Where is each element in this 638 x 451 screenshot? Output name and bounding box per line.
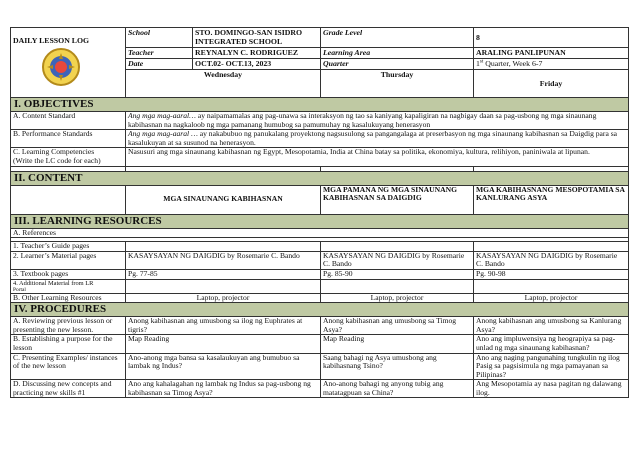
- procedures-heading: IV. PROCEDURES: [11, 303, 629, 317]
- grade-level-value: 8: [474, 28, 629, 48]
- other-resources-friday: Laptop, projector: [474, 293, 629, 303]
- textbook-pages-wednesday: Pg. 77-85: [126, 269, 321, 279]
- performance-standard-text: Ang mga mag-aaral … ay nakabubuo ng panukalang proyektong nagsusulong sa pangangalaga at preserbasyon ng mga sinaunang kabihasnan sa Daigdig para sa kasalukuyan at sa susunod na henerasyon.: [126, 130, 629, 148]
- textbook-pages-label: 3. Textbook pages: [11, 269, 126, 279]
- date-label: Date: [126, 59, 193, 70]
- document-title-cell: [11, 28, 126, 98]
- examples-label: C. Presenting Examples/ instances of the new lesson: [11, 353, 126, 380]
- lesson-log-table: [10, 27, 629, 398]
- objectives-heading: I. OBJECTIVES: [11, 98, 629, 112]
- references-label: A. References: [11, 228, 629, 238]
- performance-standard-label: B. Performance Standards: [11, 130, 126, 148]
- review-thursday: Anong kabihasnan ang umusbong sa Timog Asya?: [321, 317, 474, 335]
- content-wednesday: MGA SINAUNANG KABIHASNAN: [126, 185, 321, 214]
- purpose-label: B. Establishing a purpose for the lesson: [11, 335, 126, 353]
- learners-material-thursday: KASAYSAYAN NG DAIGDIG by Rosemarie C. Bando: [321, 251, 474, 269]
- school-label: School: [126, 28, 193, 48]
- day-header-thursday: Thursday: [321, 70, 474, 98]
- learning-area-label: Learning Area: [321, 48, 474, 59]
- day-header-friday: Friday: [474, 70, 629, 98]
- examples-friday: Ano ang naging pangunahing tungkulin ng ilog Pasig sa pagsisimula ng mga pamayanan sa Pilipinas?: [474, 353, 629, 380]
- purpose-friday: Ano ang impluwensiya ng heograpiya sa pag-unlad ng mga sinaunang kabihasnan?: [474, 335, 629, 353]
- examples-thursday: Saang bahagi ng Asya umusbong ang kabihasnang Tsino?: [321, 353, 474, 380]
- review-friday: Anong kabihasnan ang umusbong sa Kanlurang Asya?: [474, 317, 629, 335]
- learning-resources-heading: III. LEARNING RESOURCES: [11, 214, 629, 228]
- other-resources-label: B. Other Learning Resources: [11, 293, 126, 303]
- school-value: STO. DOMINGO-SAN ISIDRO INTEGRATED SCHOOL: [193, 28, 321, 48]
- lesson-log-sheet: [10, 27, 628, 398]
- other-resources-wednesday: Laptop, projector: [126, 293, 321, 303]
- learning-competencies-text: Nasusuri ang mga sinaunang kabihasnan ng Egypt, Mesopotamia, India at China batay sa politika, ekonomiya, kultura, relihiyon, paniniwala at lipunan.: [126, 148, 629, 166]
- quarter-value: 1st Quarter, Week 6-7: [474, 59, 629, 70]
- quarter-label: Quarter: [321, 59, 474, 70]
- learning-competencies-label: C. Learning Competencies (Write the LC code for each): [11, 148, 126, 166]
- content-heading: II. CONTENT: [11, 171, 629, 185]
- purpose-thursday: Map Reading: [321, 335, 474, 353]
- review-label: A. Reviewing previous lesson or presenting the new lesson.: [11, 317, 126, 335]
- teacher-label: Teacher: [126, 48, 193, 59]
- teachers-guide-label: 1. Teacher’s Guide pages: [11, 242, 126, 252]
- teacher-value: REYNALYN C. RODRIGUEZ: [193, 48, 321, 59]
- additional-material-label: 4. Additional Material from LR Portal: [11, 279, 126, 293]
- learners-material-wednesday: KASAYSAYAN NG DAIGDIG by Rosemarie C. Bando: [126, 251, 321, 269]
- textbook-pages-thursday: Pg. 85-90: [321, 269, 474, 279]
- document-title: DAILY LESSON LOG: [13, 36, 90, 45]
- content-standard-label: A. Content Standard: [11, 112, 126, 130]
- textbook-pages-friday: Pg. 90-98: [474, 269, 629, 279]
- other-resources-thursday: Laptop, projector: [321, 293, 474, 303]
- discussion-friday: Ang Mesopotamia ay nasa pagitan ng dalawang ilog.: [474, 380, 629, 398]
- day-header-wednesday: Wednesday: [126, 70, 321, 98]
- content-standard-text: Ang mga mag-aaral… ay naipamamalas ang pag-unawa sa interaksyon ng tao sa kaniyang kapaligiran na nagbigay daan sa pag-usbong ng mga sinaunang kabihasnan na nagkaloob ng mga pamanang humubog sa pamumuhay ng kasalukuyang henerasyon: [126, 112, 629, 130]
- discussion-wednesday: Ano ang kahalagahan ng lambak ng Indus sa pag-usbong ng kabihasnan sa Timog Asya?: [126, 380, 321, 398]
- discussion-label: D. Discussing new concepts and practicing new skills #1: [11, 380, 126, 398]
- content-thursday: MGA PAMANA NG MGA SINAUNANG KABIHASNAN SA DAIGDIG: [321, 185, 474, 214]
- content-friday: MGA KABIHASNANG MESOPOTAMIA SA KANLURANG ASYA: [474, 185, 629, 214]
- learning-area-value: ARALING PANLIPUNAN: [474, 48, 629, 59]
- learners-material-label: 2. Learner’s Material pages: [11, 251, 126, 269]
- deped-seal-icon: [41, 47, 81, 87]
- learners-material-friday: KASAYSAYAN NG DAIGDIG by Rosemarie C. Bando: [474, 251, 629, 269]
- grade-level-label: Grade Level: [321, 28, 474, 48]
- review-wednesday: Anong kabihasnan ang umusbong sa ilog ng Euphrates at tigris?: [126, 317, 321, 335]
- date-value: OCT.02- OCT.13, 2023: [193, 59, 321, 70]
- purpose-wednesday: Map Reading: [126, 335, 321, 353]
- examples-wednesday: Ano-anong mga bansa sa kasalaukuyan ang bumubuo sa lambak ng Indus?: [126, 353, 321, 380]
- discussion-thursday: Ano-anong bahagi ng anyong tubig ang matatagpuan sa China?: [321, 380, 474, 398]
